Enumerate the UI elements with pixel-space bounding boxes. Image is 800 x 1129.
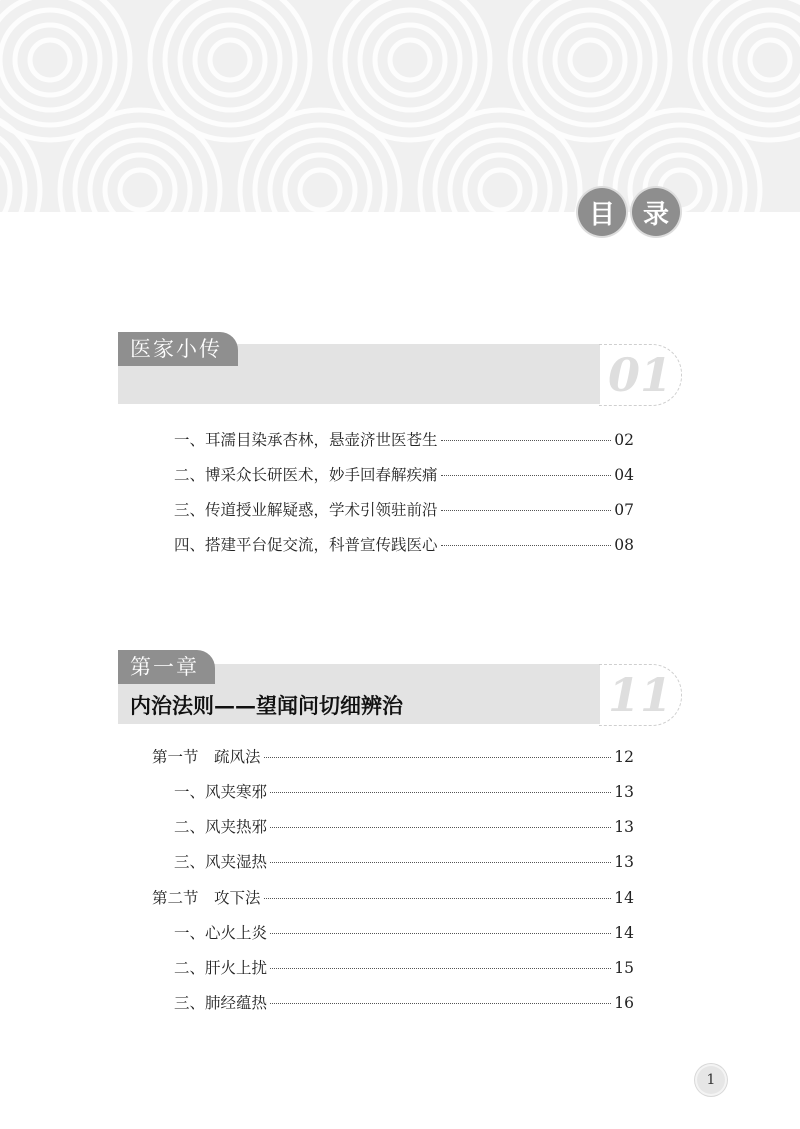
- toc-entry-label: 一、耳濡目染承杏林，悬壶济世医苍生: [174, 431, 438, 449]
- toc-entry[interactable]: [174, 815, 634, 837]
- dot-leader: [270, 827, 611, 828]
- toc-entry-label: 第一节 疏风法: [152, 748, 261, 766]
- toc-entry-page: 15: [614, 959, 634, 977]
- dot-leader: [270, 933, 611, 934]
- dot-leader: [270, 792, 611, 793]
- section-number: 01: [599, 344, 682, 406]
- toc-entry[interactable]: [174, 956, 634, 978]
- dot-leader: [441, 510, 611, 511]
- toc-entry-page: 16: [614, 994, 634, 1012]
- toc-entry-label: 一、心火上炎: [174, 924, 268, 942]
- toc-entry[interactable]: [174, 533, 634, 555]
- dot-leader: [264, 757, 611, 758]
- toc-entry[interactable]: [174, 780, 634, 802]
- dot-leader: [264, 898, 611, 899]
- section-banner-biography: [118, 332, 682, 404]
- section-tab-label: 医家小传: [118, 332, 238, 366]
- toc-entry-label: 第二节 攻下法: [152, 889, 261, 907]
- toc-entry-label: 四、搭建平台促交流，科普宣传践医心: [174, 536, 438, 554]
- dot-leader: [270, 968, 611, 969]
- toc-entry-page: 13: [614, 818, 634, 836]
- toc-entry-page: 14: [614, 889, 634, 907]
- dot-leader: [270, 862, 611, 863]
- toc-entry[interactable]: [174, 921, 634, 943]
- toc-entry-label: 三、肺经蕴热: [174, 994, 268, 1012]
- toc-entry-label: 三、风夹湿热: [174, 853, 268, 871]
- title-char-circle: 目: [578, 188, 626, 236]
- toc-entry-page: 02: [614, 431, 634, 449]
- wave-pattern-icon: [0, 0, 800, 212]
- toc-entry-label: 二、博采众长研医术，妙手回春解疾痛: [174, 466, 438, 484]
- section-tab-label: 第一章: [118, 650, 215, 684]
- section-banner-chapter-1: [118, 650, 682, 724]
- title-char-circle: 录: [632, 188, 680, 236]
- toc-entry-label: 二、风夹热邪: [174, 818, 268, 836]
- toc-entry-label: 二、肝火上扰: [174, 959, 268, 977]
- toc-entry-page: 13: [614, 783, 634, 801]
- toc-entry[interactable]: [174, 850, 634, 872]
- header-pattern-band: [0, 0, 800, 212]
- toc-entry-page: 07: [614, 501, 634, 519]
- chapter-subtitle: 内治法则——望闻问切细辨治: [130, 693, 403, 718]
- toc-entry-section[interactable]: [152, 745, 634, 767]
- toc-entry[interactable]: [174, 991, 634, 1013]
- toc-entry-page: 08: [614, 536, 634, 554]
- toc-entry[interactable]: [174, 428, 634, 450]
- dot-leader: [441, 440, 611, 441]
- toc-entry-label: 三、传道授业解疑惑，学术引领驻前沿: [174, 501, 438, 519]
- section-number: 11: [599, 664, 682, 726]
- dot-leader: [441, 545, 611, 546]
- page-number-badge: 1: [697, 1066, 725, 1094]
- dot-leader: [270, 1003, 611, 1004]
- page-title: [578, 188, 680, 236]
- dot-leader: [441, 475, 611, 476]
- toc-entry[interactable]: [174, 498, 634, 520]
- toc-entry[interactable]: [174, 463, 634, 485]
- toc-entry-section[interactable]: [152, 886, 634, 908]
- toc-entry-page: 04: [614, 466, 634, 484]
- toc-entry-page: 12: [614, 748, 634, 766]
- toc-entry-page: 13: [614, 853, 634, 871]
- toc-entry-label: 一、风夹寒邪: [174, 783, 268, 801]
- toc-entry-page: 14: [614, 924, 634, 942]
